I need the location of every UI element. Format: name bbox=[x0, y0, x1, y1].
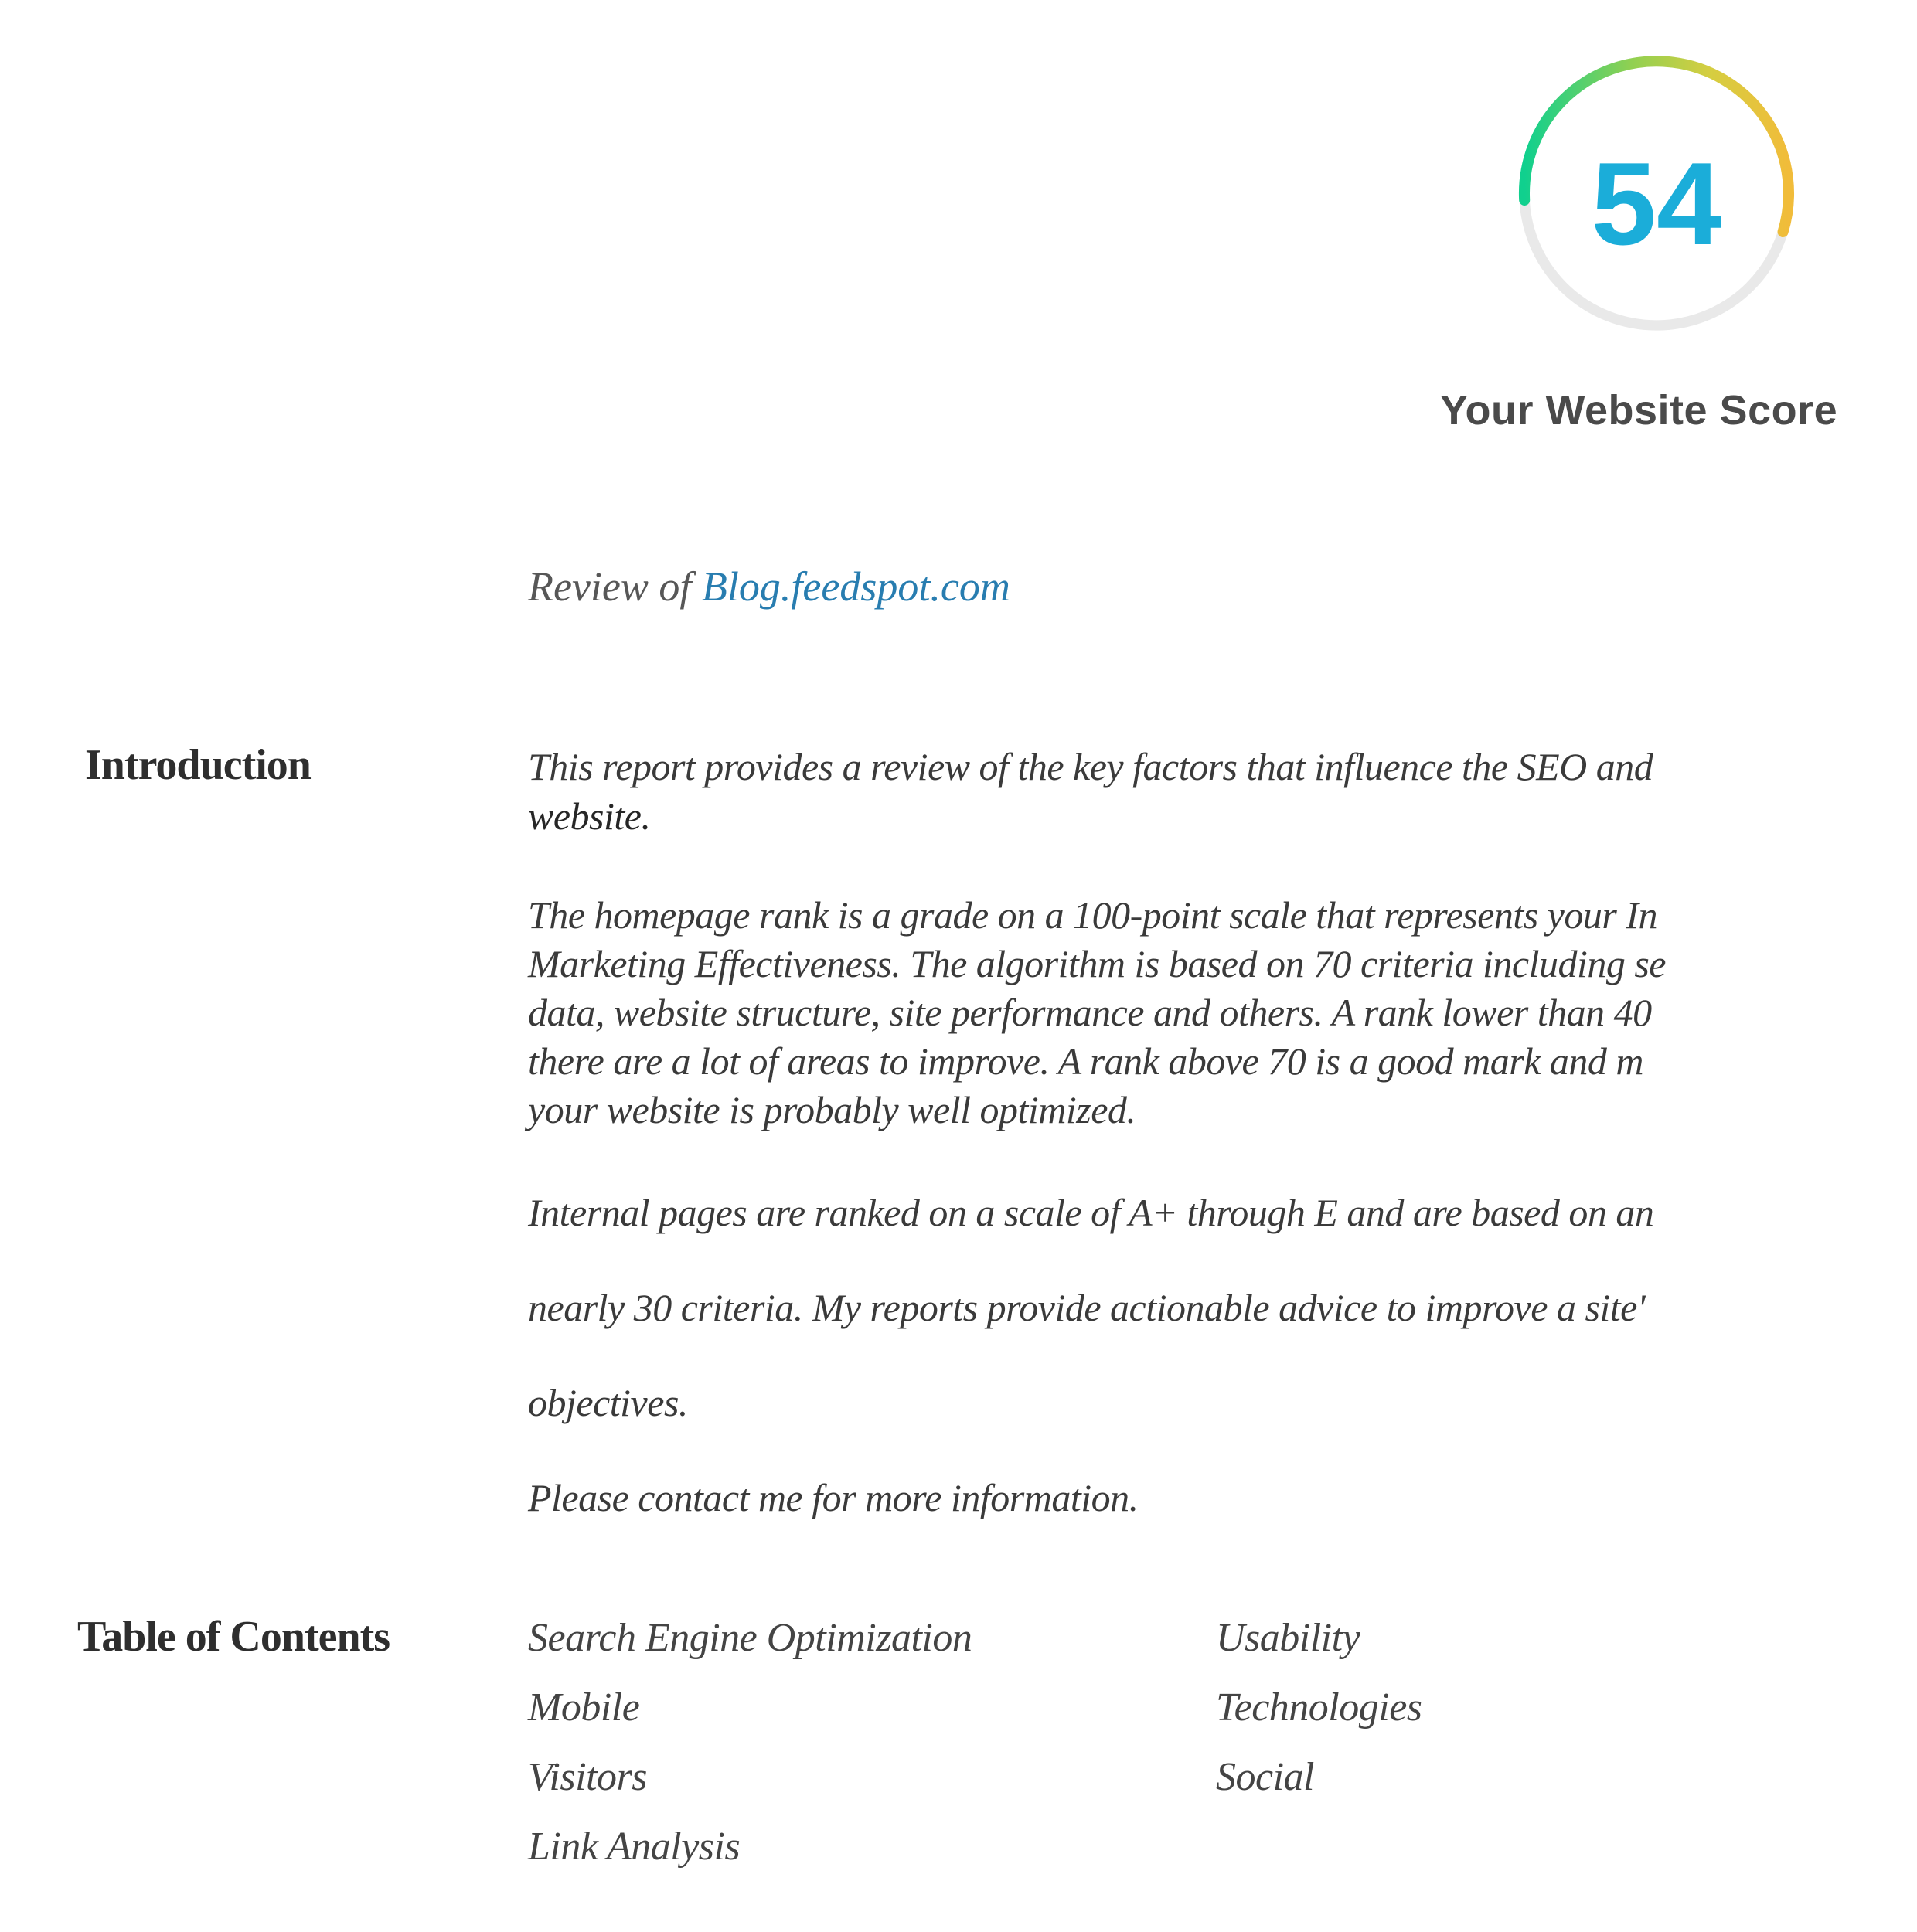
toc-item-usability: Usability bbox=[1216, 1616, 1360, 1660]
intro-p2-line5: your website is probably well optimized. bbox=[528, 1088, 1136, 1131]
toc-item-technologies: Technologies bbox=[1216, 1685, 1422, 1730]
toc-item-visitors: Visitors bbox=[528, 1755, 647, 1799]
intro-p3-line1: Internal pages are ranked on a scale of A+ through E and are based on an bbox=[528, 1191, 1654, 1234]
intro-p2-line1: The homepage rank is a grade on a 100-point scale that represents your In bbox=[528, 893, 1657, 937]
website-score-gauge bbox=[1510, 46, 1803, 340]
toc-heading: Table of Contents bbox=[77, 1613, 390, 1661]
intro-p2-line2: Marketing Effectiveness. The algorithm is based on 70 criteria including se bbox=[528, 942, 1666, 985]
toc-item-social: Social bbox=[1216, 1755, 1314, 1799]
intro-p2-line4: there are a lot of areas to improve. A rank above 70 is a good mark and m bbox=[528, 1039, 1643, 1083]
introduction-heading: Introduction bbox=[85, 741, 311, 789]
website-score-label: Your Website Score bbox=[1440, 387, 1838, 434]
reviewed-site-link[interactable]: Blog.feedspot.com bbox=[701, 563, 1010, 610]
intro-p3-line3: objectives. bbox=[528, 1381, 688, 1424]
intro-p1-line2: website. bbox=[528, 794, 651, 838]
intro-p2-line3: data, website structure, site performance and others. A rank lower than 40 bbox=[528, 991, 1652, 1034]
toc-item-mobile: Mobile bbox=[528, 1685, 640, 1730]
intro-p1-line1: This report provides a review of the key factors that influence the SEO and bbox=[528, 745, 1653, 788]
review-prefix: Review of bbox=[528, 563, 702, 610]
toc-item-link-analysis: Link Analysis bbox=[528, 1825, 741, 1869]
toc-item-search-engine-optimization: Search Engine Optimization bbox=[528, 1616, 972, 1660]
review-title bbox=[528, 563, 1010, 611]
intro-p3-line4: Please contact me for more information. bbox=[528, 1476, 1139, 1519]
intro-p3-line2: nearly 30 criteria. My reports provide actionable advice to improve a site' bbox=[528, 1286, 1646, 1329]
website-score-value: 54 bbox=[1591, 138, 1722, 270]
